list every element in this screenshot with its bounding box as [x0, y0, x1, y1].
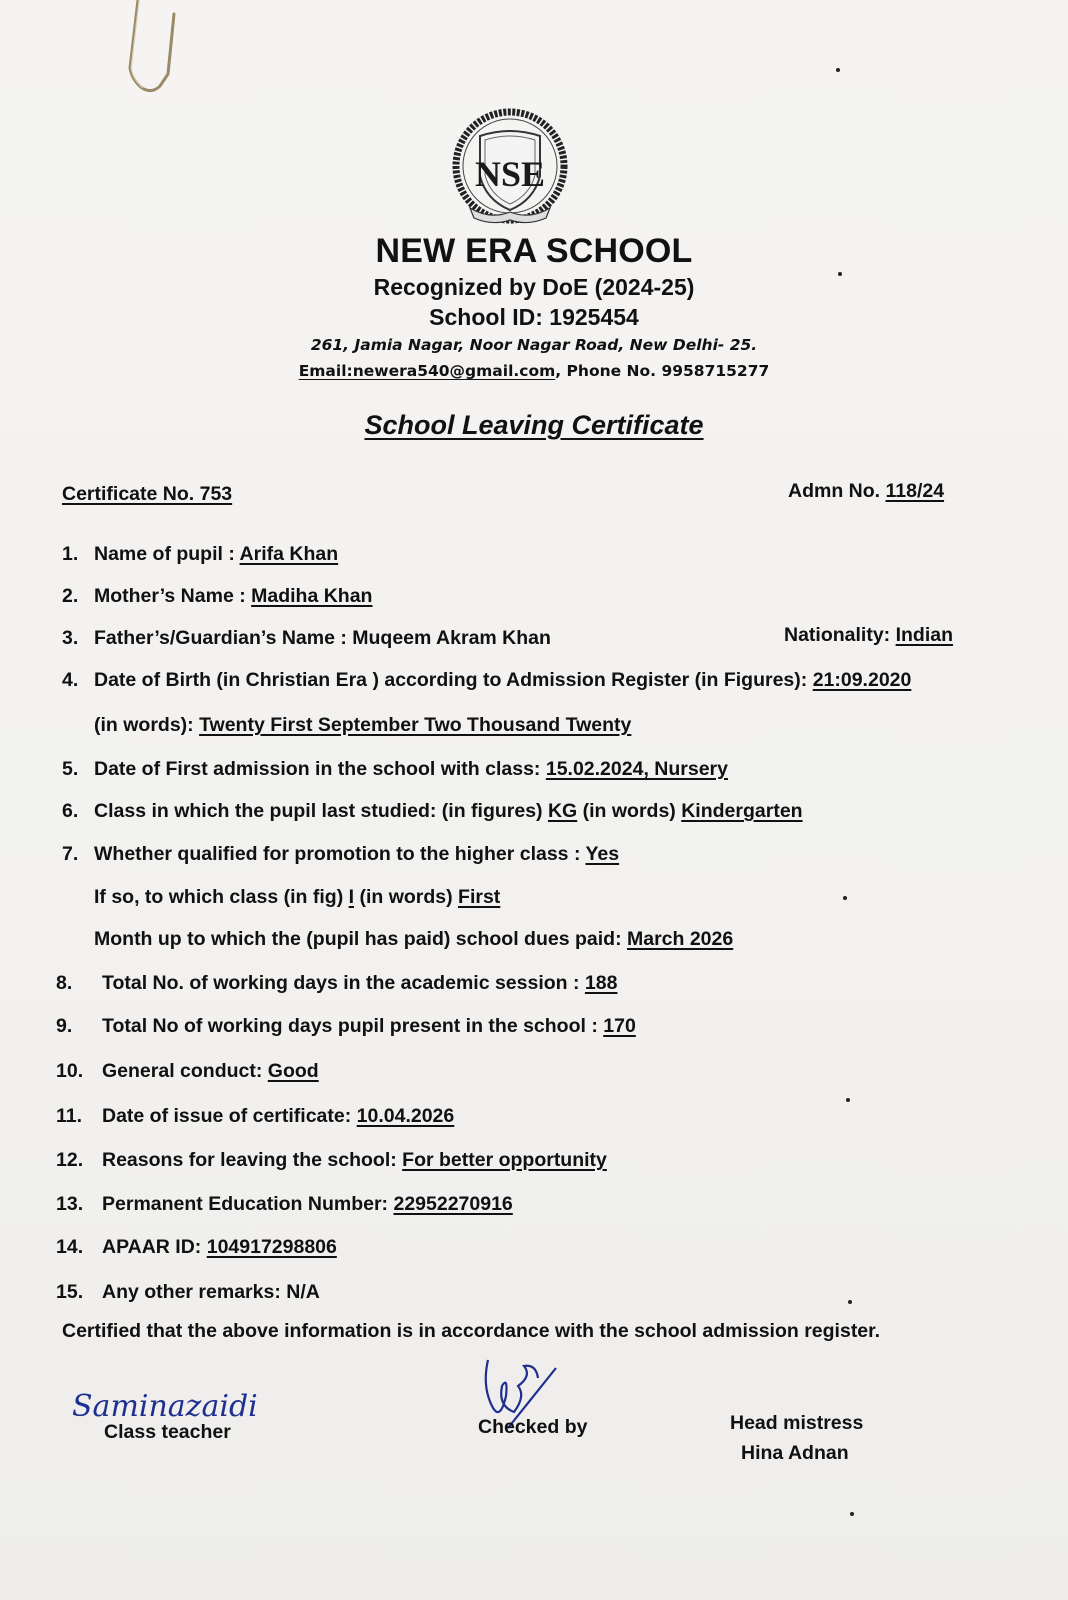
- school-id: School ID: 1925454: [429, 304, 639, 330]
- speck: [850, 1512, 854, 1516]
- field-label: Reasons for leaving the school:: [102, 1149, 403, 1171]
- field-row: [62, 669, 911, 692]
- field-label: Name of pupil :: [94, 543, 240, 565]
- school-contact: [0, 362, 1068, 380]
- field-label: Total No. of working days in the academic session :: [102, 972, 585, 994]
- field-number: 7.: [62, 843, 79, 865]
- field-number: 13.: [56, 1193, 84, 1215]
- field-value-secondary: Kindergarten: [681, 800, 803, 822]
- field-number: 5.: [62, 758, 79, 780]
- field-label: Mother’s Name :: [94, 585, 252, 607]
- field-row: [56, 972, 617, 995]
- field-label: Any other remarks: N/A: [102, 1281, 320, 1303]
- class-teacher-label: Class teacher: [104, 1421, 231, 1443]
- field-number: 8.: [56, 972, 73, 994]
- field-value: 10.04.2026: [356, 1105, 455, 1127]
- field-value: 21:09.2020: [812, 669, 912, 691]
- field-label: Whether qualified for promotion to the higher class :: [94, 843, 586, 865]
- field-value: Yes: [585, 843, 620, 865]
- field-row: [62, 800, 803, 823]
- field-value: Arifa Khan: [239, 543, 339, 565]
- field-label: Total No of working days pupil present in the school :: [102, 1015, 604, 1037]
- field-value: 15.02.2024, Nursery: [545, 758, 728, 780]
- school-name: NEW ERA SCHOOL: [375, 232, 693, 270]
- school-phone: , Phone No. 9958715277: [555, 362, 770, 380]
- svg-text:Saminazaidi: Saminazaidi: [72, 1389, 258, 1424]
- school-recognition: Recognized by DoE (2024-25): [373, 274, 695, 300]
- field-number: 15.: [56, 1281, 84, 1303]
- field-label: Father’s/Guardian’s Name : Muqeem Akram Khan: [94, 627, 551, 649]
- field-label: Month up to which the (pupil has paid) school dues paid:: [94, 928, 627, 950]
- field-value: KG: [547, 800, 578, 822]
- field-value: 104917298806: [206, 1236, 337, 1258]
- field-label-secondary: (in words): [577, 800, 682, 822]
- certificate-number: Certificate No. 753: [62, 483, 233, 505]
- field-value: I: [348, 886, 355, 908]
- field-number: 4.: [62, 669, 79, 691]
- field-row: [56, 1015, 636, 1038]
- certified-statement: Certified that the above information is in accordance with the school admission register.: [62, 1320, 881, 1342]
- field-number: 6.: [62, 800, 79, 822]
- field-value: Madiha Khan: [251, 585, 373, 607]
- field-number: 3.: [62, 627, 79, 649]
- field-row: [62, 627, 551, 650]
- field-value: 188: [584, 972, 618, 994]
- field-label: Date of First admission in the school with class:: [94, 758, 546, 780]
- field-label: (in words):: [94, 714, 200, 736]
- speck: [848, 1300, 852, 1304]
- school-logo-icon: [450, 108, 570, 228]
- field-label: General conduct:: [102, 1060, 268, 1082]
- field-number: 14.: [56, 1236, 84, 1258]
- field-label: Date of issue of certificate:: [102, 1105, 357, 1127]
- speck: [846, 1098, 850, 1102]
- field-row: [56, 1281, 320, 1304]
- field-label-secondary: (in words): [354, 886, 459, 908]
- field-row: [56, 1105, 454, 1128]
- field-row: [56, 1193, 513, 1216]
- head-mistress-name: Hina Adnan: [741, 1442, 849, 1464]
- field-number: 11.: [56, 1105, 83, 1127]
- field-row: [94, 928, 733, 951]
- head-mistress-label: Head mistress: [730, 1412, 864, 1434]
- field-row: [62, 585, 372, 608]
- nationality-field: Nationality: Indian: [784, 624, 954, 646]
- field-value-secondary: First: [458, 886, 501, 908]
- field-value: 170: [603, 1015, 636, 1037]
- paperclip-icon: [120, 0, 200, 100]
- field-label: APAAR ID:: [102, 1236, 207, 1258]
- speck: [838, 272, 842, 276]
- admission-number: Admn No. 118/24: [788, 480, 945, 502]
- field-number: 1.: [62, 543, 79, 565]
- field-row: [56, 1060, 319, 1083]
- field-label: Class in which the pupil last studied: (in figures): [94, 800, 548, 822]
- speck: [843, 896, 847, 900]
- field-value: March 2026: [626, 928, 734, 950]
- field-row: [62, 543, 338, 566]
- school-address: 261, Jamia Nagar, Noor Nagar Road, New Delhi- 25.: [310, 336, 758, 354]
- field-value: For better opportunity: [402, 1149, 607, 1171]
- logo-monogram: NSE: [474, 154, 546, 194]
- field-number: 12.: [56, 1149, 84, 1171]
- school-email[interactable]: Email:newera540@gmail.com: [298, 362, 556, 380]
- field-label: Permanent Education Number:: [102, 1193, 394, 1215]
- field-number: 2.: [62, 585, 79, 607]
- field-value: 22952270916: [393, 1193, 513, 1215]
- field-row: [94, 714, 631, 737]
- field-row: [56, 1149, 607, 1172]
- field-number: 10.: [56, 1060, 84, 1082]
- field-row: [56, 1236, 337, 1259]
- field-row: [62, 758, 728, 781]
- certificate-title: School Leaving Certificate: [364, 410, 704, 440]
- checked-by-label: Checked by: [478, 1416, 588, 1438]
- field-row: [94, 886, 500, 909]
- field-label: If so, to which class (in fig): [94, 886, 349, 908]
- field-row: [62, 843, 619, 866]
- field-number: 9.: [56, 1015, 73, 1037]
- field-label: Date of Birth (in Christian Era ) according to Admission Register (in Figures):: [94, 669, 813, 691]
- field-value: Twenty First September Two Thousand Twenty: [199, 714, 632, 736]
- field-value: Good: [267, 1060, 319, 1082]
- speck: [836, 68, 840, 72]
